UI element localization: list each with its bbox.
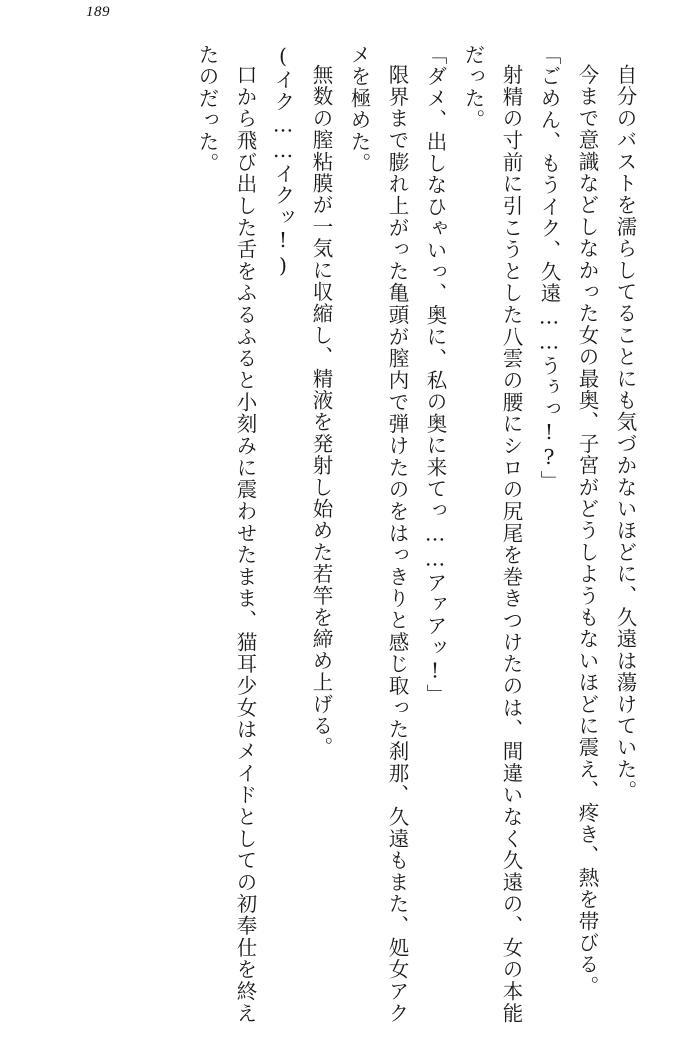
paragraph: 限界まで膨れ上がった亀頭が膣内で弾けたのをはっきりと感じ取った刹那、久遠もまた、処女アクメを極めた。: [347, 44, 409, 1024]
paragraph: 今まで意識などしなかった女の最奥、子宮がどうしようもないほどに震え、疼き、熱を帯びる。: [575, 64, 599, 998]
paragraph: 自分のバストを濡らしてることにも気づかないほどに、久遠は蕩けていた。: [613, 64, 637, 802]
vertical-text-body: [190, 44, 644, 1024]
paragraph: 無数の膣粘膜が一気に収縮し、精液を発射し始めた若竿を締め上げる。: [309, 64, 333, 759]
paragraph: (イク……イクッ!): [271, 44, 295, 279]
paragraph: 「ごめん、もうイク、久遠……うぅっ!?」: [537, 44, 561, 492]
paragraph: 口から飛び出した舌をふるふると小刻みに震わせたまま、猫耳少女はメイドとしての初奉仕を終えたのだった。: [195, 44, 257, 1024]
page-number: 189: [86, 4, 110, 20]
paragraph: 「ダメ、出しなひゃいっ、奥に、私の奥に来てっ……アァアッ!」: [423, 44, 447, 706]
paragraph: 射精の寸前に引こうとした八雲の腰にシロの尻尾を巻きつけたのは、間違いなく久遠の、女の本能だった。: [461, 44, 523, 1024]
